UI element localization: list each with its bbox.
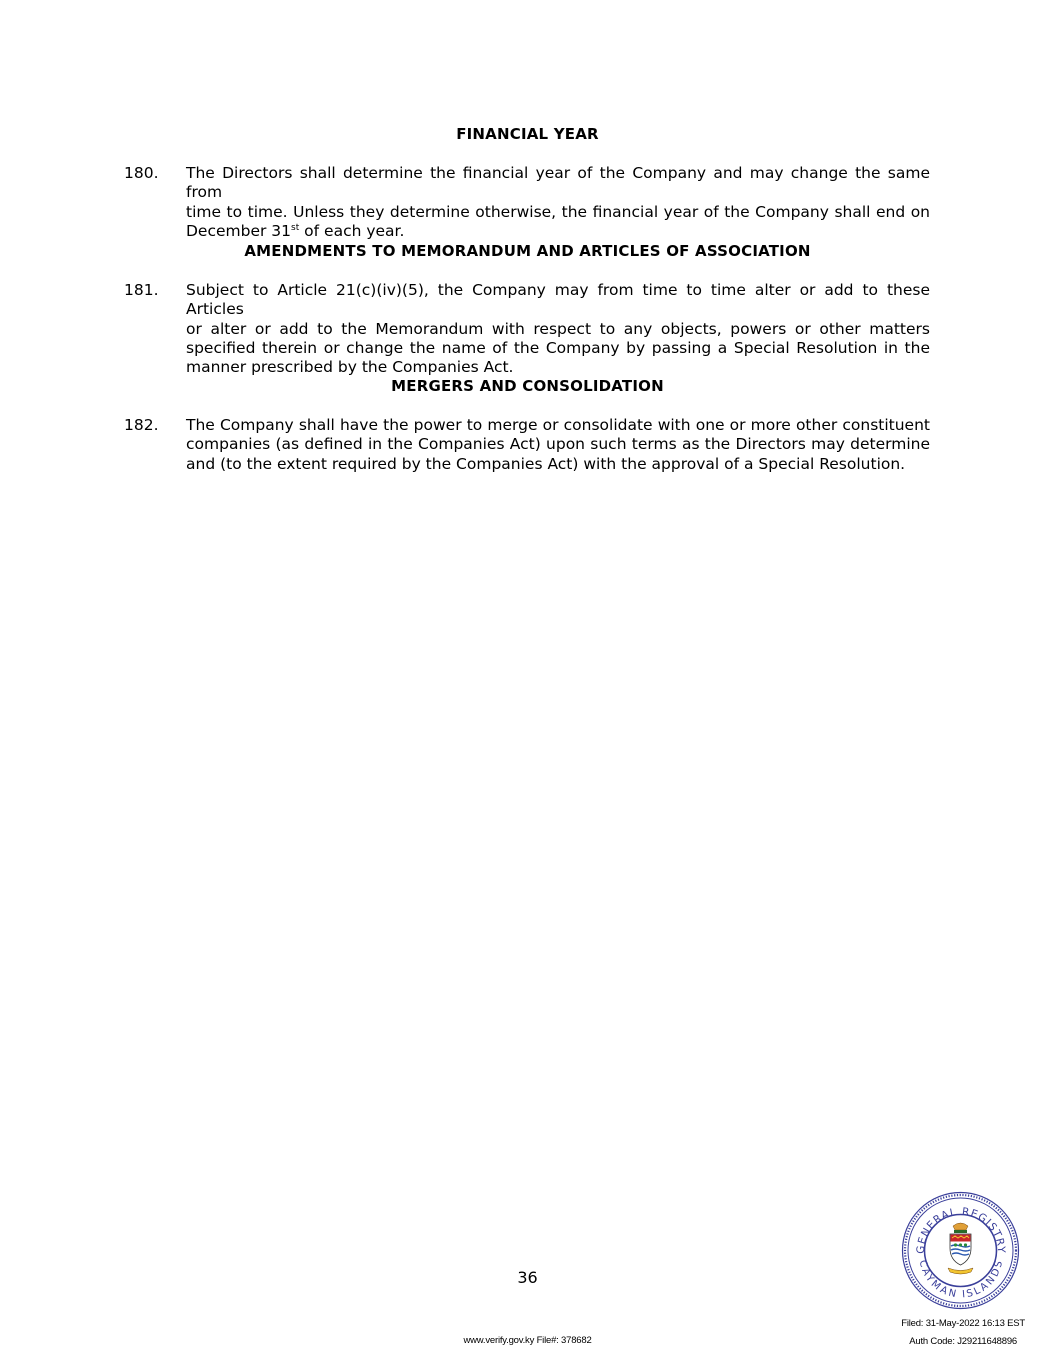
footer-filed: Filed: 31-May-2022 16:13 EST <box>901 1318 1025 1329</box>
seal-bottom-text: CAYMAN ISLANDS <box>916 1259 1006 1301</box>
article-number: 182. <box>124 416 159 434</box>
article-text <box>186 416 930 474</box>
article-line: Subject to Article 21(c)(iv)(5), the Company may from time to time alter or add to these Articles <box>186 281 930 319</box>
registry-seal-icon <box>900 1190 1021 1311</box>
article-line: The Company shall have the power to merge or consolidate with one or more other constituent <box>186 416 930 434</box>
section-heading-amendments: AMENDMENTS TO MEMORANDUM AND ARTICLES OF ASSOCIATION <box>244 242 811 260</box>
article-line <box>186 222 930 241</box>
footer-auth-code: Auth Code: J29211648896 <box>909 1336 1017 1347</box>
article-line: companies (as defined in the Companies Act) upon such terms as the Directors may determine <box>186 435 930 454</box>
section-heading-mergers: MERGERS AND CONSOLIDATION <box>391 377 664 395</box>
article-line: time to time. Unless they determine otherwise, the financial year of the Company shall end on <box>186 202 930 221</box>
article-line: specified therein or change the name of the Company by passing a Special Resolution in the <box>186 338 930 357</box>
page-number: 36 <box>517 1268 538 1287</box>
section-heading-financial-year: FINANCIAL YEAR <box>456 125 599 143</box>
coat-of-arms-icon <box>948 1223 973 1274</box>
article-number: 180. <box>124 164 159 182</box>
article-line-text: of each year. <box>299 221 405 240</box>
article-text <box>186 281 930 377</box>
ordinal-suffix: st <box>291 222 300 233</box>
footer-verify: www.verify.gov.ky File#: 378682 <box>463 1335 592 1346</box>
article-number: 181. <box>124 281 159 299</box>
article-line: manner prescribed by the Companies Act. <box>186 358 514 377</box>
article-line-text: December 31 <box>186 221 292 240</box>
article-line: and (to the extent required by the Companies Act) with the approval of a Special Resolution. <box>186 454 906 473</box>
article-line: or alter or add to the Memorandum with respect to any objects, powers or other matters <box>186 319 930 338</box>
article-line: The Directors shall determine the financial year of the Company and may change the same from <box>186 164 930 202</box>
seal-top-text: GENERAL REGISTRY <box>914 1205 1008 1255</box>
article-text <box>186 164 930 241</box>
